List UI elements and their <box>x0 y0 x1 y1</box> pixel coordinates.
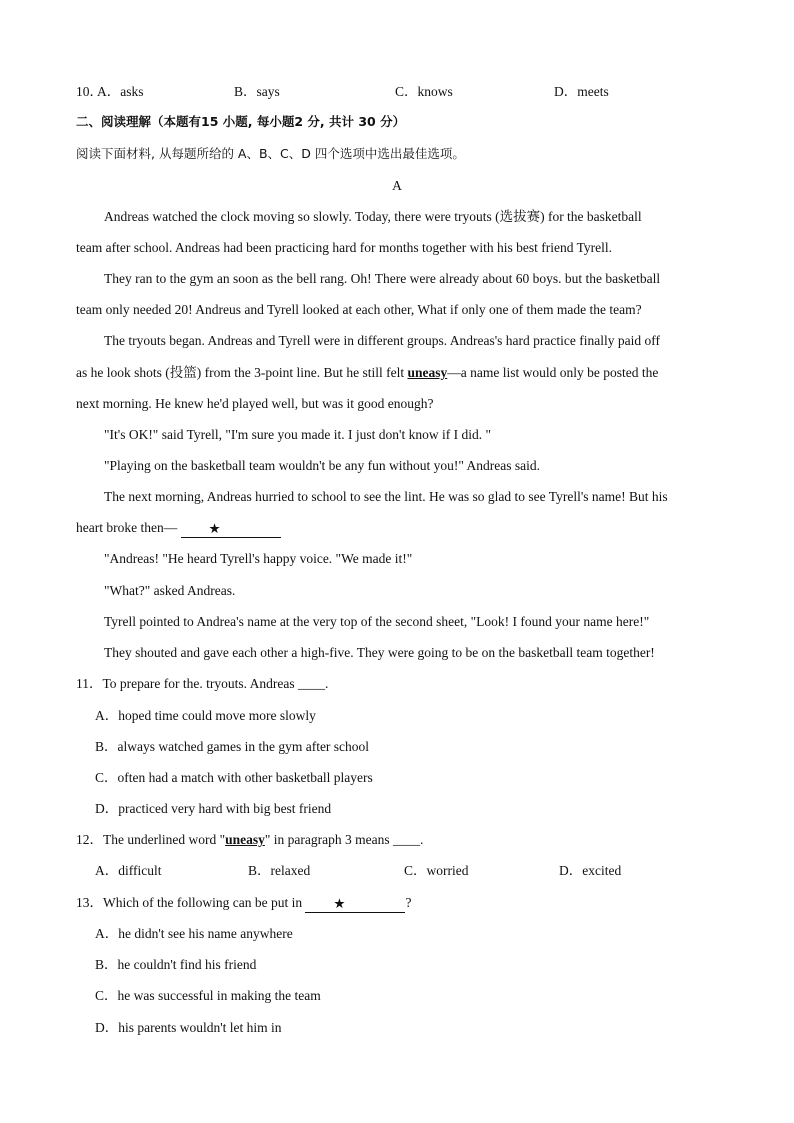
passage-p1-line2: team after school. Andreas had been practicing hard for months together with his best friend Tyrell. <box>76 240 613 255</box>
q13-stem <box>76 896 411 913</box>
passage-p2-line2: team only needed 20! Andreus and Tyrell looked at each other, What if only one of them made the team? <box>76 302 642 317</box>
passage-p3-line1: The tryouts began. Andreas and Tyrell were in different groups. Andreas's hard practice finally paid off <box>104 333 660 348</box>
passage-label: A <box>392 178 402 193</box>
q12-option-a: A．difficult <box>95 863 162 878</box>
q11-option-d: D．practiced very hard with big best friend <box>95 801 332 816</box>
q11-option-b: B．always watched games in the gym after school <box>95 739 370 754</box>
passage-p7: "Andreas! "He heard Tyrell's happy voice. "We made it!" <box>104 551 413 566</box>
q12-underlined-word: uneasy <box>225 832 265 847</box>
q13-option-b: B．he couldn't find his friend <box>95 957 257 972</box>
passage-p2-line1: They ran to the gym an soon as the bell rang. Oh! There were already about 60 boys. but the basketball <box>104 271 661 286</box>
q13-stem-post: ? <box>405 895 412 910</box>
star-icon: ★ <box>333 896 346 911</box>
star-icon: ★ <box>208 521 221 536</box>
q11-stem: 11．To prepare for the. tryouts. Andreas ____. <box>76 676 329 691</box>
passage-p3-line3: next morning. He knew he'd played well, but was it good enough? <box>76 396 434 411</box>
q10-option-b: B．says <box>234 84 280 99</box>
q13-option-d: D．his parents wouldn't let him in <box>95 1020 282 1035</box>
q12-stem-pre: 12．The underlined word " <box>76 832 226 847</box>
q10-option-c: C．knows <box>395 84 453 99</box>
passage-p3-line2-post: —a name list would only be posted the <box>447 365 659 380</box>
q12-option-c: C．worried <box>404 863 469 878</box>
q10-number: 10． <box>76 84 103 99</box>
q12-stem-post: " in paragraph 3 means ____. <box>264 832 424 847</box>
q12-stem <box>76 833 423 847</box>
q10-option-a: A．asks <box>97 84 144 99</box>
passage-p6-line2 <box>76 521 281 538</box>
passage-p1-line1: Andreas watched the clock moving so slowly. Today, there were tryouts (选拔赛) for the basketball <box>104 209 642 224</box>
passage-p3-line2-pre: as he look shots (投篮) from the 3-point line. But he still felt <box>76 365 408 380</box>
section-heading: 二、阅读理解（本题有15 小题, 每小题2 分, 共计 30 分） <box>76 114 406 129</box>
q13-option-c: C．he was successful in making the team <box>95 988 321 1003</box>
q11-option-c: C．often had a match with other basketball players <box>95 770 373 785</box>
q13-star-blank <box>305 898 405 913</box>
q13-option-a: A．he didn't see his name anywhere <box>95 926 293 941</box>
passage-p10: They shouted and gave each other a high-five. They were going to be on the basketball team together! <box>104 645 655 660</box>
passage-p9: Tyrell pointed to Andrea's name at the very top of the second sheet, "Look! I found your name here!" <box>104 614 650 629</box>
star-blank <box>181 523 281 538</box>
passage-p5: "Playing on the basketball team wouldn't be any fun without you!" Andreas said. <box>104 458 541 473</box>
underlined-word-uneasy: uneasy <box>407 365 448 380</box>
passage-p6-line1: The next morning, Andreas hurried to school to see the lint. He was so glad to see Tyrell's name! But his <box>104 489 668 504</box>
q12-option-b: B．relaxed <box>248 863 311 878</box>
passage-p8: "What?" asked Andreas. <box>104 583 236 598</box>
passage-p3-line2 <box>76 366 658 380</box>
section-instruction: 阅读下面材料, 从每题所给的 A、B、C、D 四个选项中选出最佳选项。 <box>76 146 465 161</box>
passage-p6-line2-text: heart broke then— <box>76 520 181 535</box>
q11-option-a: A．hoped time could move more slowly <box>95 708 316 723</box>
passage-p4: "It's OK!" said Tyrell, "I'm sure you made it. I just don't know if I did. " <box>104 427 491 442</box>
q10-option-d: D．meets <box>554 84 609 99</box>
q12-option-d: D．excited <box>559 863 622 878</box>
q13-stem-pre: 13．Which of the following can be put in <box>76 895 306 910</box>
